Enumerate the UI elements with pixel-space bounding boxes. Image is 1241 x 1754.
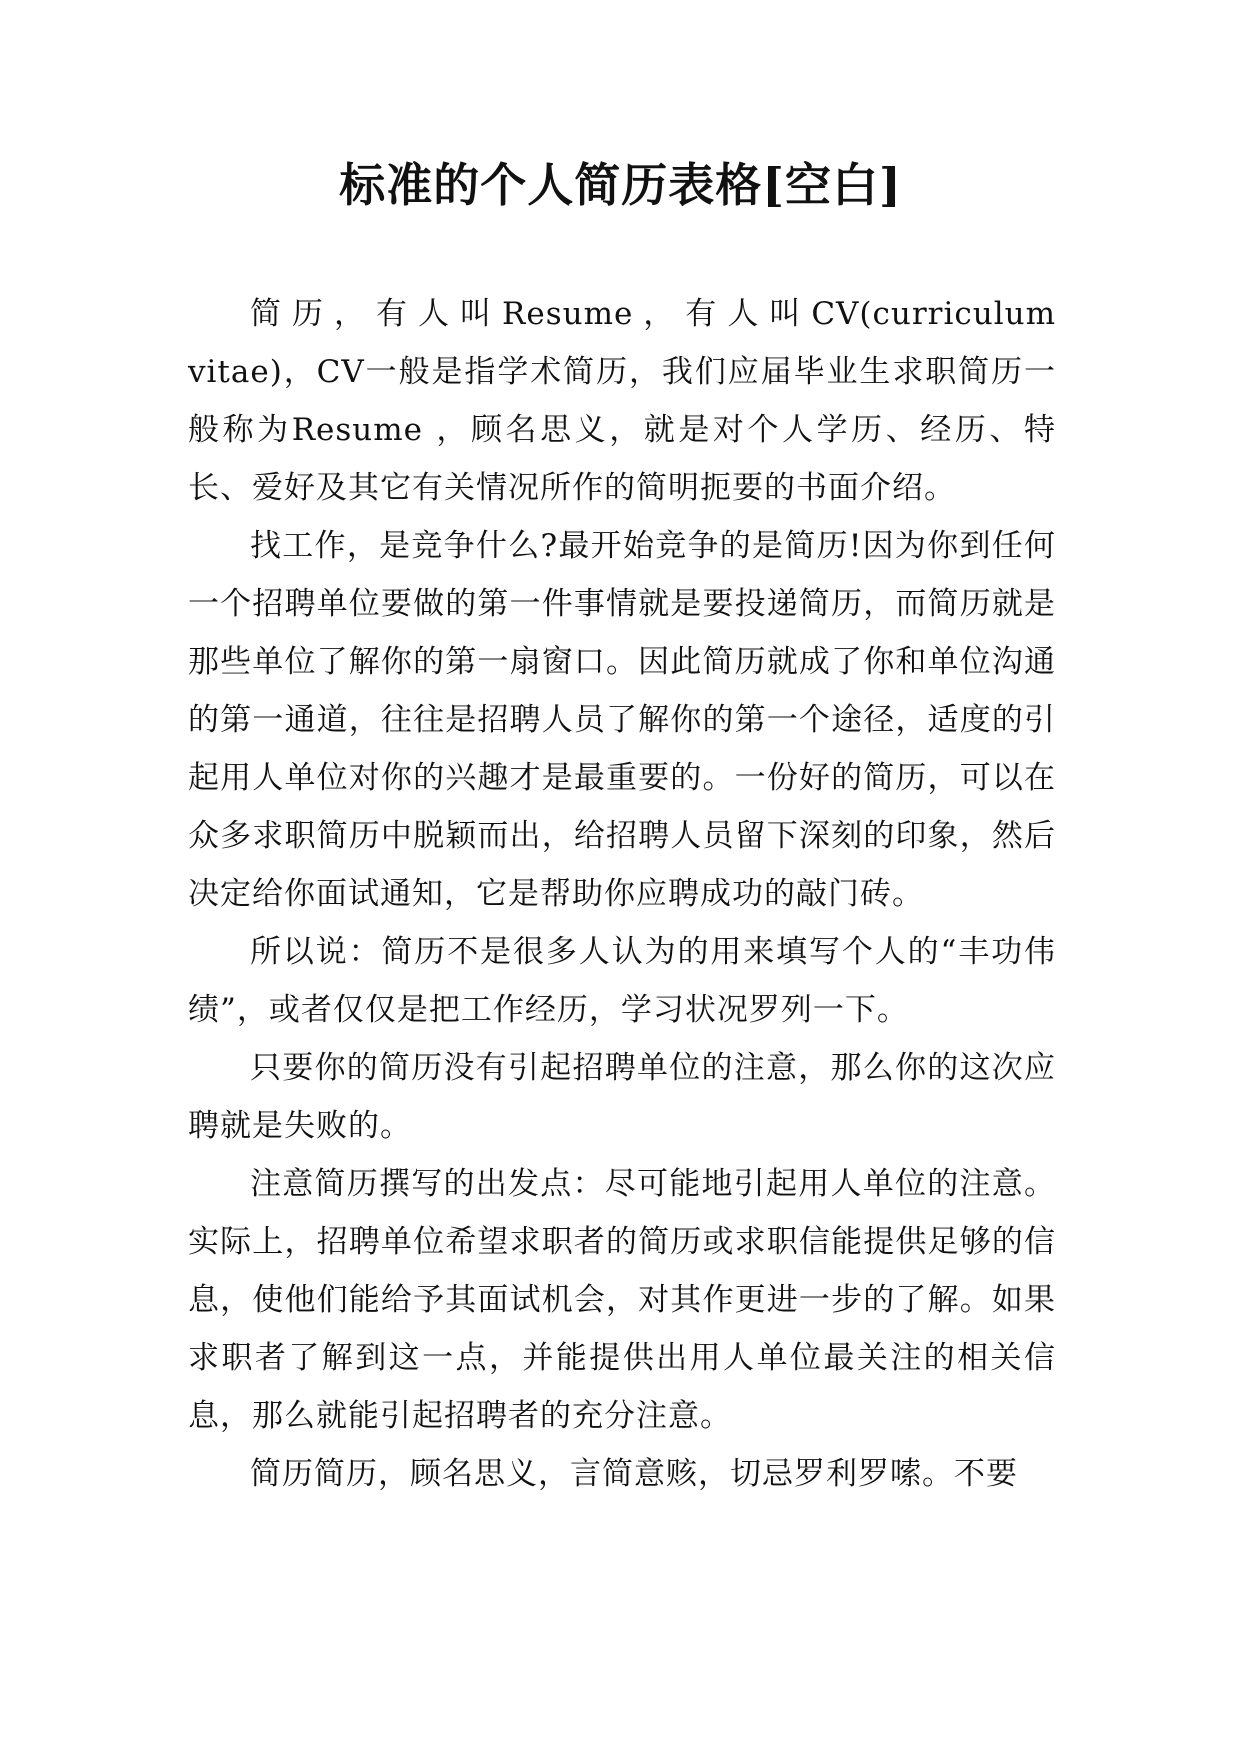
paragraph: 简历，有人叫Resume，有人叫CV(curriculum vitae)，CV一般是指学术简历，我们应届毕业生求职简历一般称为Resume ，顾名思义，就是对个人学历、经历、特长、爱好及其它有关情况所作的简明扼要的书面介绍。 xyxy=(188,296,1056,506)
document-title: 标准的个人简历表格[空白] xyxy=(339,158,902,212)
paragraph: 找工作，是竞争什么?最开始竞争的是简历!因为你到任何一个招聘单位要做的第一件事情就是要投递简历，而简历就是那些单位了解你的第一扇窗口。因此简历就成了你和单位沟通的第一通道，往往是招聘人员了解你的第一个途径，适度的引起用人单位对你的兴趣才是最重要的。一份好的简历，可以在众多求职简历中脱颖而出，给招聘人员留下深刻的印象，然后决定给你面试通知，它是帮助你应聘成功的敲门砖。 xyxy=(188,528,1056,912)
paragraph: 所以说：简历不是很多人认为的用来填写个人的“丰功伟绩”，或者仅仅是把工作经历，学习状况罗列一下。 xyxy=(188,934,1056,1028)
paragraph: 只要你的简历没有引起招聘单位的注意，那么你的这次应聘就是失败的。 xyxy=(188,1050,1056,1144)
paragraph: 简历简历，顾名思义，言简意赅，切忌罗利罗嗦。不要 xyxy=(250,1456,1018,1492)
document-body xyxy=(188,285,1056,1503)
paragraph: 注意简历撰写的出发点：尽可能地引起用人单位的注意。实际上，招聘单位希望求职者的简历或求职信能提供足够的信息，使他们能给予其面试机会，对其作更进一步的了解。如果求职者了解到这一点，并能提供出用人单位最关注的相关信息，那么就能引起招聘者的充分注意。 xyxy=(188,1166,1056,1434)
